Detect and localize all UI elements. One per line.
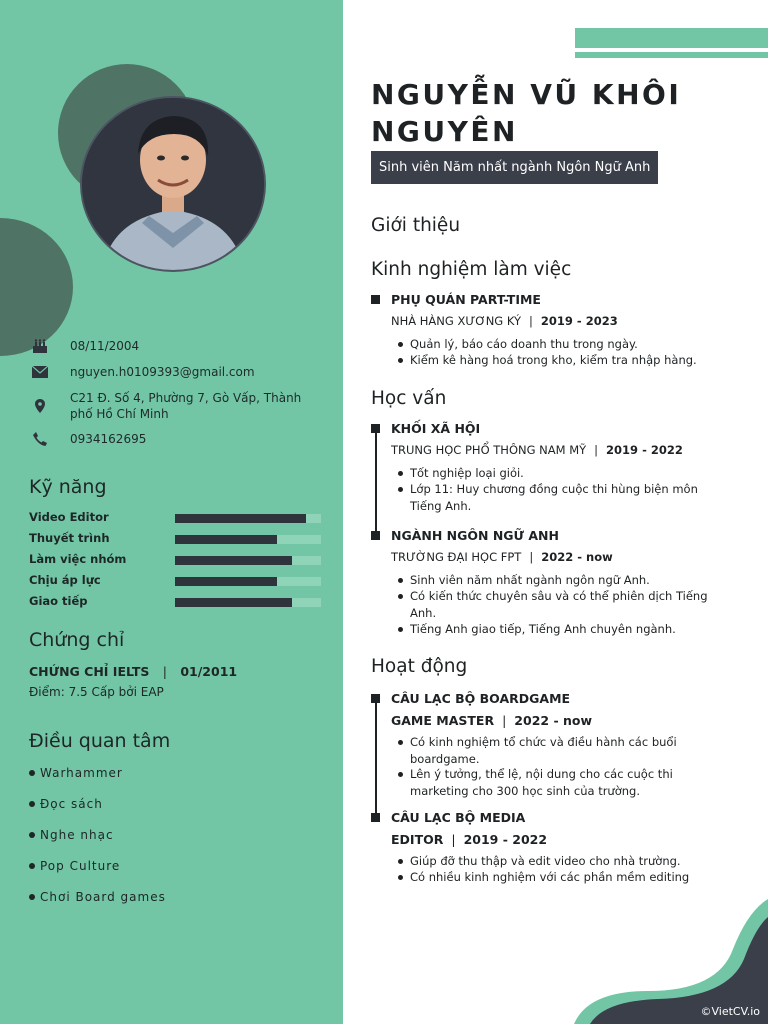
start-year: 2019	[540, 314, 573, 328]
timeline-marker	[371, 295, 380, 304]
bullet-item: Lớp 11: Huy chương đồng cuộc thi hùng biện môn Tiếng Anh.	[410, 481, 730, 514]
activity-role: GAME MASTER	[391, 713, 495, 728]
timeline-line	[375, 428, 377, 540]
full-name	[371, 76, 751, 150]
interest-label: Pop Culture	[40, 859, 121, 873]
bullet-item: Có kiến thức chuyên sâu và có thể phiên dịch Tiếng Anh.	[410, 588, 730, 621]
decorative-bar	[575, 28, 768, 48]
name-line-2: NGUYÊN	[371, 115, 518, 148]
start-year: 2019	[463, 832, 499, 847]
start-year: 2022	[514, 713, 550, 728]
skill-label: Giao tiếp	[29, 594, 88, 608]
bullet-item: Tốt nghiệp loại giỏi.	[410, 465, 730, 482]
bullet-item: Sinh viên năm nhất ngành ngôn ngữ Anh.	[410, 572, 730, 589]
timeline-marker	[371, 694, 380, 703]
start-year: 2019	[606, 443, 639, 457]
education-meta: TRUNG HỌC PHỔ THÔNG NAM MỸ | 2019 - 2022	[391, 443, 683, 457]
contact-email	[30, 364, 320, 380]
end-year: 2022	[650, 443, 683, 457]
phone-icon	[30, 431, 50, 447]
timeline-marker	[371, 813, 380, 822]
interest-item	[29, 890, 166, 904]
cake-icon	[30, 338, 50, 354]
skill-bar	[175, 556, 321, 565]
interest-item	[29, 828, 114, 842]
bullet-dot	[29, 832, 35, 838]
activity-org: CÂU LẠC BỘ BOARDGAME	[391, 691, 571, 706]
experience-heading: Kinh nghiệm làm việc	[371, 259, 572, 280]
mail-icon	[30, 364, 50, 380]
skill-bar	[175, 598, 321, 607]
skill-bar	[175, 577, 321, 586]
bullet-item: Tiếng Anh giao tiếp, Tiếng Anh chuyên ngành.	[410, 621, 730, 638]
bullet-item: Kiểm kê hàng hoá trong kho, kiểm tra nhập hàng.	[410, 352, 730, 369]
skill-bar-fill	[175, 598, 292, 607]
contact-birthday	[30, 338, 320, 354]
education-major: KHỐI XÃ HỘI	[391, 421, 481, 436]
skill-bar-fill	[175, 577, 277, 586]
name-line-1: NGUYỄN VŨ KHÔI	[371, 78, 682, 111]
skill-bar	[175, 535, 321, 544]
skill-bar	[175, 514, 321, 523]
interest-item	[29, 859, 120, 873]
skills-heading: Kỹ năng	[29, 476, 107, 498]
skill-label: Video Editor	[29, 510, 109, 524]
brand-watermark: ©VietCV.io	[700, 1005, 760, 1018]
skill-row	[29, 531, 321, 545]
skill-label: Làm việc nhóm	[29, 552, 127, 566]
profile-photo	[80, 96, 266, 272]
skill-row	[29, 510, 321, 524]
bullet-item: Lên ý tưởng, thể lệ, nội dung cho các cuộc thi marketing cho 300 học sinh của trường.	[410, 766, 730, 799]
end-year: now	[563, 713, 593, 728]
end-year: 2022	[512, 832, 548, 847]
interest-item	[29, 797, 103, 811]
address-line-1: C21 Đ. Số 4, Phường 7, Gò Vấp, Thành	[70, 391, 302, 405]
certificate-detail: Điểm: 7.5 Cấp bởi EAP	[29, 685, 164, 699]
interest-label: Đọc sách	[40, 797, 103, 811]
bullet-dot	[29, 770, 35, 776]
activity-org: CÂU LẠC BỘ MEDIA	[391, 810, 526, 825]
job-meta: NHÀ HÀNG XƯƠNG KÝ | 2019 - 2023	[391, 314, 618, 328]
phone-text[interactable]: 0934162695	[70, 432, 147, 446]
activity-meta: GAME MASTER | 2022 - now	[391, 713, 593, 728]
skill-bar-fill	[175, 535, 277, 544]
role-badge: Sinh viên Năm nhất ngành Ngôn Ngữ Anh	[371, 151, 658, 184]
bullet-item: Có nhiều kinh nghiệm với các phần mềm editing	[410, 869, 730, 886]
timeline-marker	[371, 424, 380, 433]
bullet-dot	[29, 801, 35, 807]
bullet-item: Có kinh nghiệm tổ chức và điều hành các buổi boardgame.	[410, 734, 730, 767]
education-heading: Học vấn	[371, 388, 447, 409]
activities-heading: Hoạt động	[371, 656, 468, 677]
certificate-label: CHỨNG CHỈ IELTS	[29, 664, 150, 679]
education-major: NGÀNH NGÔN NGỮ ANH	[391, 528, 559, 543]
bullet-item: Quản lý, báo cáo doanh thu trong ngày.	[410, 336, 730, 353]
school-name: TRƯỜNG ĐẠI HỌC FPT	[391, 550, 522, 564]
address-line-2: phố Hồ Chí Minh	[70, 407, 169, 421]
certificate-date: 01/2011	[180, 664, 238, 679]
skill-row	[29, 552, 321, 566]
school-name: TRUNG HỌC PHỔ THÔNG NAM MỸ	[391, 443, 587, 457]
end-year: 2023	[585, 314, 618, 328]
company-name: NHÀ HÀNG XƯƠNG KÝ	[391, 314, 522, 328]
interest-item	[29, 766, 123, 780]
contact-address	[30, 390, 320, 422]
skill-label: Thuyết trình	[29, 531, 110, 545]
certificate-name: CHỨNG CHỈ IELTS | 01/2011	[29, 664, 238, 679]
birthday-text: 08/11/2004	[70, 339, 140, 353]
interest-label: Chơi Board games	[40, 890, 166, 904]
intro-heading: Giới thiệu	[371, 215, 461, 236]
activity-role: EDITOR	[391, 832, 444, 847]
job-title: PHỤ QUÁN PART-TIME	[391, 292, 541, 307]
bullet-dot	[29, 863, 35, 869]
start-year: 2022	[541, 550, 574, 564]
end-year: now	[586, 550, 613, 564]
education-meta: TRƯỜNG ĐẠI HỌC FPT | 2022 - now	[391, 550, 613, 564]
skill-row	[29, 573, 321, 587]
skill-label: Chịu áp lực	[29, 573, 101, 587]
activity-meta: EDITOR | 2019 - 2022	[391, 832, 548, 847]
email-text[interactable]: nguyen.h0109393@gmail.com	[70, 365, 255, 379]
timeline-marker	[371, 531, 380, 540]
interest-label: Nghe nhạc	[40, 828, 114, 842]
bullet-item: Giúp đỡ thu thập và edit video cho nhà trường.	[410, 853, 730, 870]
contact-phone	[30, 431, 320, 447]
skill-bar-fill	[175, 514, 306, 523]
decorative-bar	[575, 52, 768, 58]
bullet-dot	[29, 894, 35, 900]
timeline-line	[375, 696, 377, 820]
skill-bar-fill	[175, 556, 292, 565]
skill-row	[29, 594, 321, 608]
interest-label: Warhammer	[40, 766, 123, 780]
certificates-heading: Chứng chỉ	[29, 629, 125, 651]
left-sidebar	[0, 0, 343, 1024]
location-pin-icon	[30, 398, 50, 414]
decorative-circle	[0, 218, 73, 356]
interests-heading: Điều quan tâm	[29, 730, 171, 752]
